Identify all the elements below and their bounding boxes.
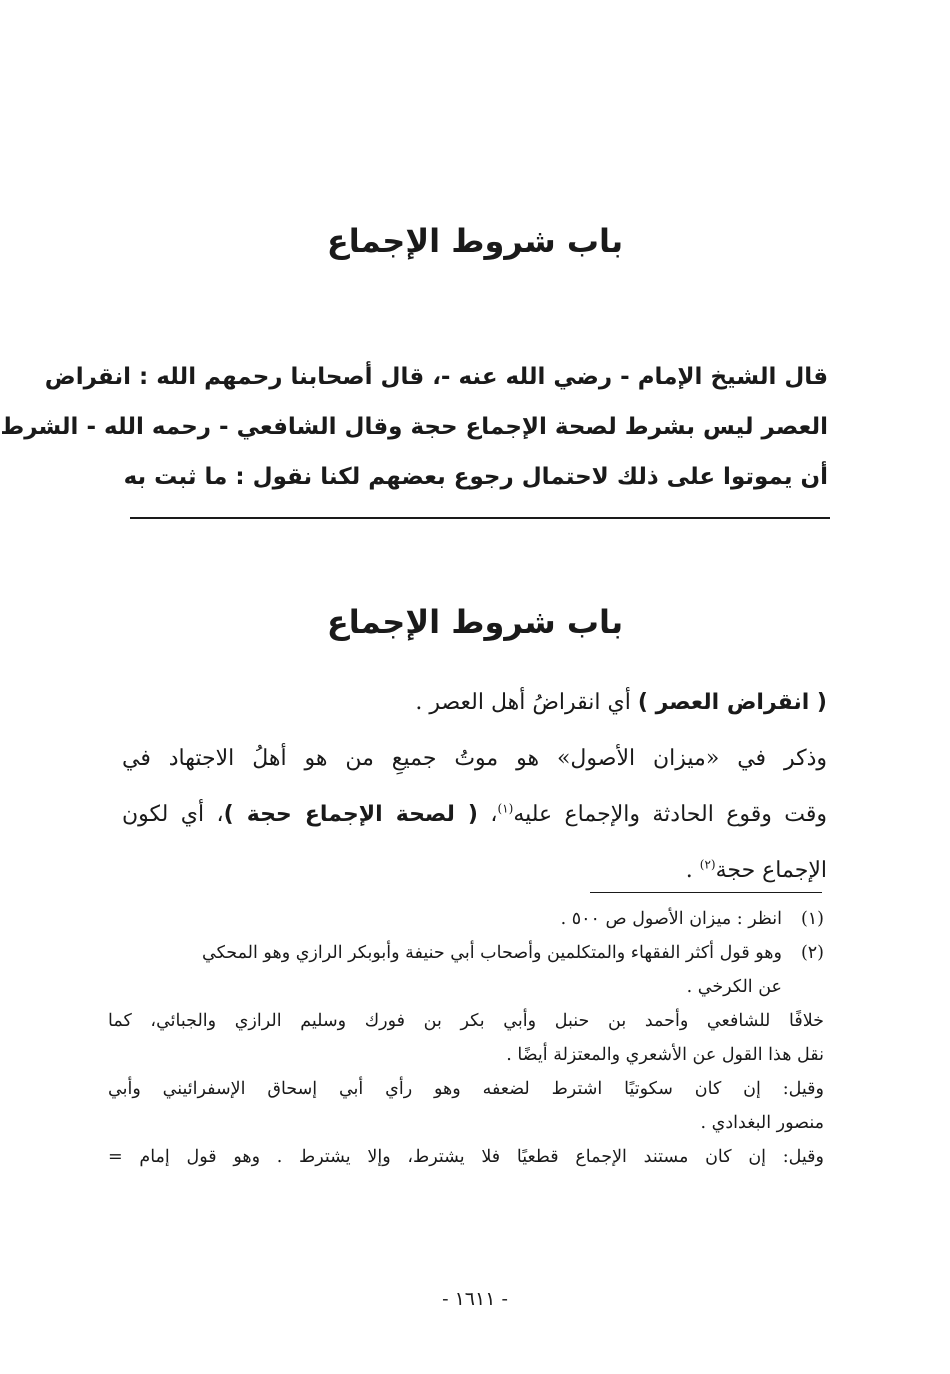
quoted-term: ( لصحة الإجماع حجة ) xyxy=(223,802,478,827)
footnote-ref[interactable]: (٢) xyxy=(699,857,716,872)
footnote-number: (٢) xyxy=(800,943,824,963)
matn-line: أن يموتوا على ذلك لاحتمال رجوع بعضهم لكنا نقول : ما ثبت به xyxy=(123,464,828,490)
chapter-title-sharh: باب شروط الإجماع xyxy=(326,603,624,641)
chapter-title-matn: باب شروط الإجماع xyxy=(326,222,624,260)
matn-text xyxy=(0,352,828,502)
footnote-ref[interactable]: (١) xyxy=(497,801,514,816)
footnote-line: خلافًا للشافعي وأحمد بن حنبل وأبي بكر بن فورك وسليم الرازي والجبائي، كما xyxy=(108,1011,824,1031)
footnote-line: وقيل: إن كان سكوتيًا اشترط لضعفه وهو رأي أبي إسحاق الإسفرائيني وأبي xyxy=(108,1079,824,1099)
sharh-line xyxy=(122,675,827,731)
sharh-text-run: وقت وقوع الحادثة والإجماع عليه xyxy=(513,802,827,827)
footnote-divider xyxy=(590,892,822,893)
footnote-line: نقل هذا القول عن الأشعري والمعتزلة أيضًا . xyxy=(506,1045,824,1065)
section-divider xyxy=(130,517,830,519)
sharh-line: وذكر في «ميزان الأصول» هو موتُ جميعِ من هو أهلُ الاجتهاد في xyxy=(122,746,827,771)
matn-line: قال الشيخ الإمام - رضي الله عنه -، قال أصحابنا رحمهم الله : انقراض xyxy=(44,364,828,390)
footnote-text: وهو قول أكثر الفقهاء والمتكلمين وأصحاب أبي حنيفة وأبوبكر الرازي وهو المحكي xyxy=(202,943,782,963)
footnote-line: منصور البغدادي . xyxy=(700,1113,824,1133)
footnote-number: (١) xyxy=(800,909,824,929)
footnotes xyxy=(108,902,824,1174)
footnote-line: وقيل: إن كان مستند الإجماع قطعيًا فلا يشترط، وإلا يشترط . وهو قول إمام = xyxy=(108,1147,824,1167)
footnote-1 xyxy=(108,902,824,936)
sharh-line xyxy=(122,787,827,843)
sharh-text-run: الإجماع حجة xyxy=(715,858,827,883)
footnote-2 xyxy=(108,936,824,970)
sharh-text xyxy=(122,675,827,899)
page-number: - ١٦١١ - xyxy=(442,1288,508,1310)
matn-line: العصر ليس بشرط لصحة الإجماع حجة وقال الشافعي - رحمه الله - الشرط xyxy=(0,414,828,440)
footnote-line: عن الكرخي . xyxy=(686,977,782,997)
sharh-line xyxy=(122,843,827,899)
footnote-text: انظر : ميزان الأصول ص ٥٠٠ . xyxy=(560,909,782,929)
sharh-text-run: ، أي لكون xyxy=(122,802,224,827)
quoted-term: ( انقراض العصر ) xyxy=(637,690,827,715)
sharh-text-run: ، xyxy=(477,802,498,827)
sharh-text-run: أي انقراضُ أهل العصر . xyxy=(415,690,638,715)
sharh-text-run: . xyxy=(685,858,700,883)
